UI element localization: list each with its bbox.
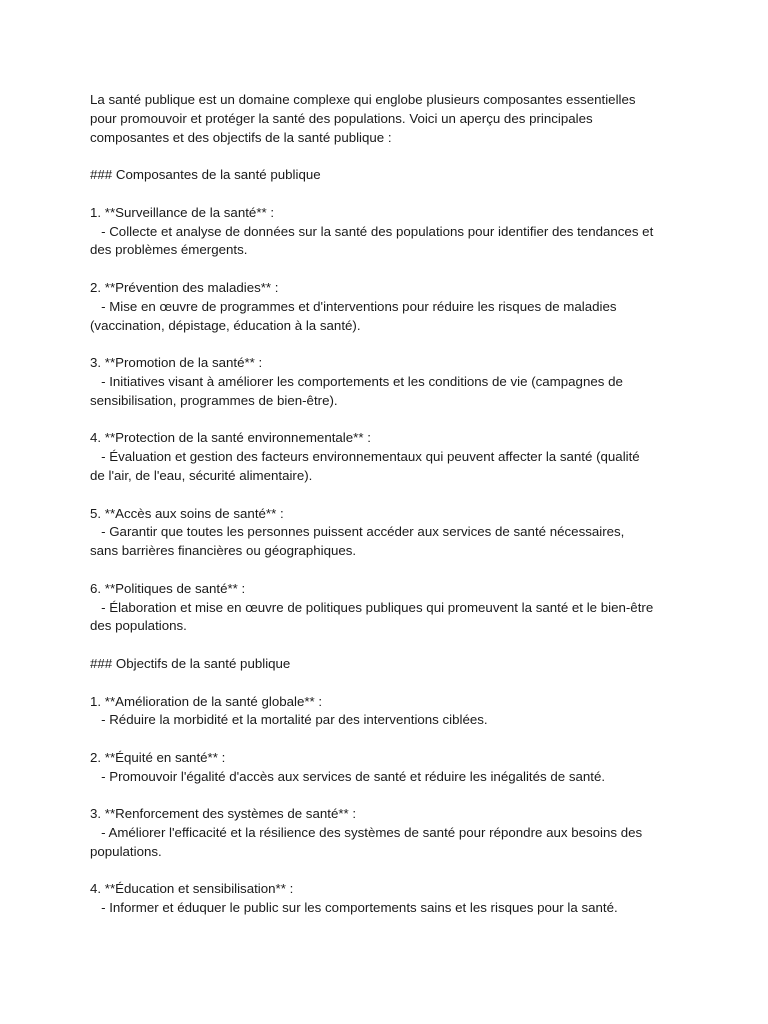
component-item: [90, 429, 690, 485]
component-detail: sensibilisation, programmes de bien-être).: [90, 392, 338, 408]
objective-title: 4. **Éducation et sensibilisation** :: [90, 881, 294, 897]
component-detail: - Collecte et analyse de données sur la santé des populations pour identifier des tendances et: [90, 223, 654, 239]
component-title: 3. **Promotion de la santé** :: [90, 355, 263, 371]
objective-title: 2. **Équité en santé** :: [90, 749, 226, 765]
intro-line: composantes et des objectifs de la santé publique :: [90, 129, 392, 145]
component-title: 1. **Surveillance de la santé** :: [90, 204, 275, 220]
component-detail: - Initiatives visant à améliorer les comportements et les conditions de vie (campagnes de: [90, 373, 623, 389]
objective-detail: - Améliorer l'efficacité et la résilience des systèmes de santé pour répondre aux besoins des: [90, 825, 643, 841]
intro-paragraph: [90, 91, 690, 147]
component-detail: - Évaluation et gestion des facteurs environnementaux qui peuvent affecter la santé (qualité: [90, 449, 640, 465]
section-heading-objectives: ### Objectifs de la santé publique: [90, 655, 291, 671]
objective-title: 3. **Renforcement des systèmes de santé** :: [90, 806, 357, 822]
intro-line: La santé publique est un domaine complexe qui englobe plusieurs composantes essentielles: [90, 92, 636, 107]
component-detail: - Garantir que toutes les personnes puissent accéder aux services de santé nécessaires,: [90, 524, 625, 540]
objective-item: [90, 805, 690, 861]
component-title: 4. **Protection de la santé environnementale** :: [90, 430, 371, 446]
component-item: [90, 354, 690, 410]
intro-line: pour promouvoir et protéger la santé des populations. Voici un aperçu des principales: [90, 110, 593, 126]
section-heading-components: ### Composantes de la santé publique: [90, 167, 321, 183]
objective-item: [90, 749, 690, 787]
component-title: 2. **Prévention des maladies** :: [90, 279, 279, 295]
component-item: [90, 204, 690, 260]
objective-title: 1. **Amélioration de la santé globale** :: [90, 693, 323, 709]
objective-detail: - Promouvoir l'égalité d'accès aux services de santé et réduire les inégalités de santé.: [90, 768, 606, 784]
component-item: [90, 580, 690, 636]
component-item: [90, 279, 690, 335]
component-detail: de l'air, de l'eau, sécurité alimentaire).: [90, 467, 313, 483]
objective-item: [90, 693, 690, 731]
objective-item: [90, 880, 690, 918]
objective-detail: - Réduire la morbidité et la mortalité par des interventions ciblées.: [90, 712, 488, 728]
component-detail: des problèmes émergents.: [90, 242, 248, 258]
component-detail: sans barrières financières ou géographiques.: [90, 543, 357, 559]
component-detail: (vaccination, dépistage, éducation à la santé).: [90, 317, 361, 333]
component-title: 6. **Politiques de santé** :: [90, 580, 246, 596]
component-detail: - Mise en œuvre de programmes et d'interventions pour réduire les risques de maladies: [90, 298, 617, 314]
objective-detail: - Informer et éduquer le public sur les comportements sains et les risques pour la santé.: [90, 900, 618, 916]
component-detail: des populations.: [90, 618, 187, 634]
component-detail: - Élaboration et mise en œuvre de politiques publiques qui promeuvent la santé et le bien-être: [90, 599, 654, 615]
component-item: [90, 505, 690, 561]
component-title: 5. **Accès aux soins de santé** :: [90, 505, 284, 521]
document-body: [90, 91, 690, 937]
objective-detail: populations.: [90, 843, 162, 859]
